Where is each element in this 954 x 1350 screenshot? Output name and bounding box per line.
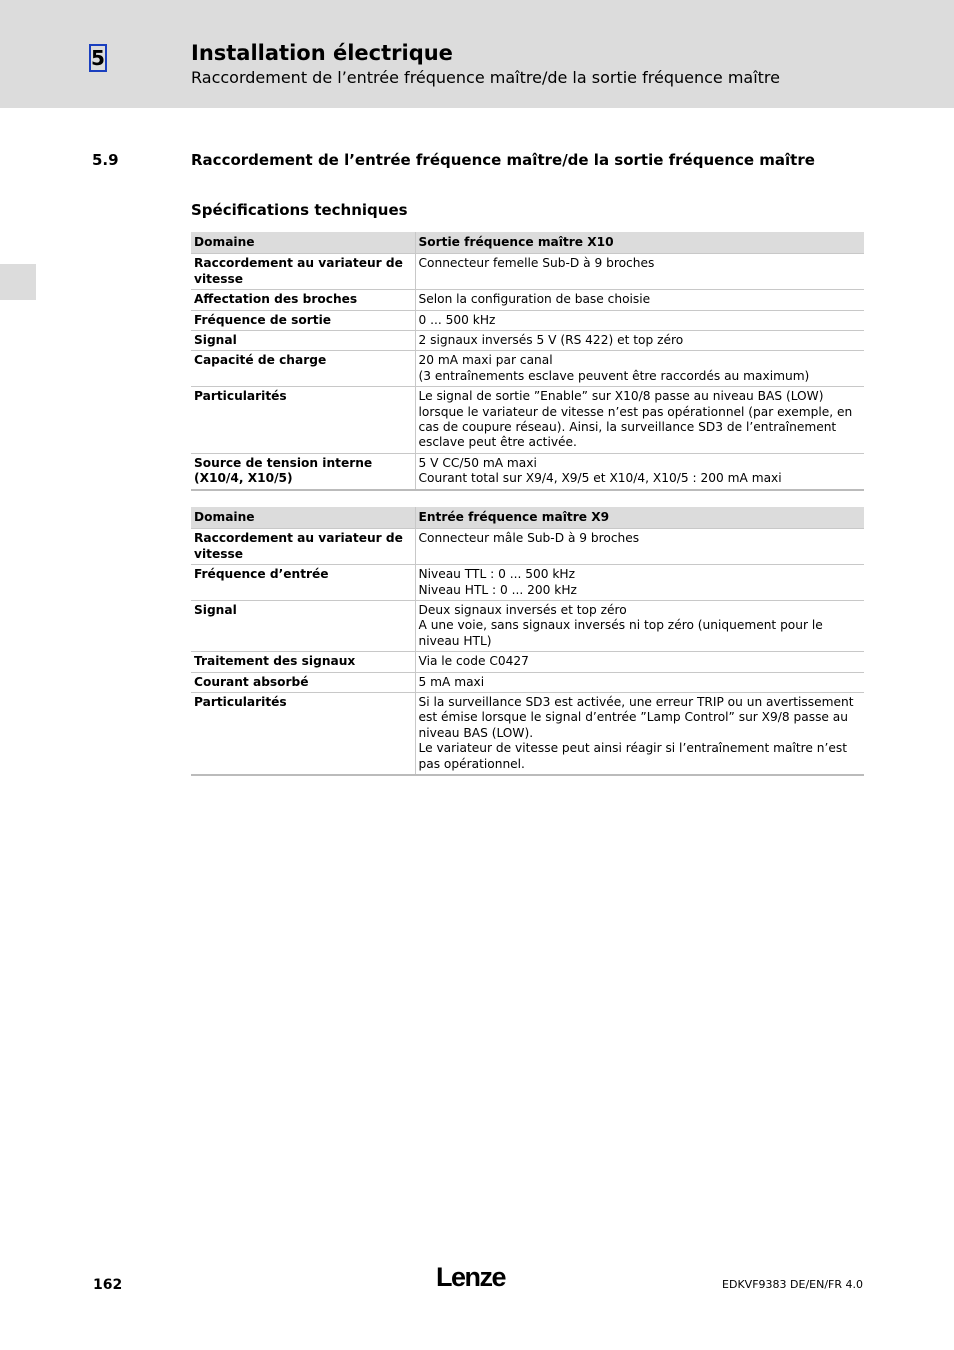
row-label: Signal [191, 601, 415, 652]
row-value: Via le code C0427 [415, 652, 864, 672]
table-row [191, 387, 864, 454]
side-tab-marker [0, 264, 36, 300]
table-header-row [191, 507, 864, 529]
row-label: Particularités [191, 693, 415, 776]
row-value: Connecteur femelle Sub-D à 9 broches [415, 254, 864, 290]
table-row [191, 601, 864, 652]
row-label: Signal [191, 331, 415, 351]
table-row [191, 453, 864, 489]
table-row [191, 565, 864, 601]
header-domain: Domaine [191, 507, 415, 529]
table-row [191, 672, 864, 692]
table-row [191, 290, 864, 310]
table-row [191, 351, 864, 387]
row-label: Affectation des broches [191, 290, 415, 310]
row-value: Le signal de sortie ”Enable” sur X10/8 passe au niveau BAS (LOW) lorsque le variateur de vitesse n’est pas opérationnel (par exemple, en cas de coupure réseau). Ainsi, la surveillance SD3 de l’entraînement esclave peut être activée. [415, 387, 864, 454]
row-label: Capacité de charge [191, 351, 415, 387]
row-value: 20 mA maxi par canal (3 entraînements esclave peuvent être raccordés au maximum) [415, 351, 864, 387]
row-label: Source de tension interne (X10/4, X10/5) [191, 453, 415, 489]
chapter-number: 5 [89, 44, 107, 72]
table-row [191, 254, 864, 290]
row-label: Traitement des signaux [191, 652, 415, 672]
row-value: Si la surveillance SD3 est activée, une erreur TRIP ou un avertissement est émise lorsque le signal d’entrée ”Lamp Control” sur X9/8 passe au niveau BAS (LOW). Le variateur de vitesse peut ainsi réagir si l’entraînement maître n’est pas opérationnel. [415, 693, 864, 776]
table-row [191, 652, 864, 672]
row-label: Fréquence de sortie [191, 310, 415, 330]
document-id: EDKVF9383 DE/EN/FR 4.0 [722, 1278, 863, 1291]
row-label: Fréquence d’entrée [191, 565, 415, 601]
row-value: 5 V CC/50 mA maxi Courant total sur X9/4, X9/5 et X10/4, X10/5 : 200 mA maxi [415, 453, 864, 489]
row-value: Connecteur mâle Sub-D à 9 broches [415, 529, 864, 565]
table-row [191, 693, 864, 776]
row-label: Raccordement au variateur de vitesse [191, 254, 415, 290]
table-header-row [191, 232, 864, 254]
row-value: 0 ... 500 kHz [415, 310, 864, 330]
spec-table-x10 [191, 232, 864, 491]
spec-table-x9 [191, 507, 864, 776]
row-label: Raccordement au variateur de vitesse [191, 529, 415, 565]
header-domain: Domaine [191, 232, 415, 254]
section-title: Raccordement de l’entrée fréquence maître/de la sortie fréquence maître [191, 151, 815, 169]
header-x9: Entrée fréquence maître X9 [415, 507, 864, 529]
header-x10: Sortie fréquence maître X10 [415, 232, 864, 254]
chapter-subtitle: Raccordement de l’entrée fréquence maître/de la sortie fréquence maître [191, 68, 780, 87]
row-label: Particularités [191, 387, 415, 454]
header-band [0, 0, 954, 108]
row-value: Niveau TTL : 0 ... 500 kHz Niveau HTL : 0 ... 200 kHz [415, 565, 864, 601]
chapter-title: Installation électrique [191, 41, 453, 65]
table-row [191, 529, 864, 565]
row-value: Selon la configuration de base choisie [415, 290, 864, 310]
row-value: 2 signaux inversés 5 V (RS 422) et top zéro [415, 331, 864, 351]
subsection-title: Spécifications techniques [191, 201, 408, 219]
table-row [191, 331, 864, 351]
row-value: 5 mA maxi [415, 672, 864, 692]
section-number: 5.9 [92, 151, 119, 169]
table-row [191, 310, 864, 330]
row-value: Deux signaux inversés et top zéro A une voie, sans signaux inversés ni top zéro (uniquement pour le niveau HTL) [415, 601, 864, 652]
page-number: 162 [93, 1277, 123, 1293]
lenze-logo: Lenze [436, 1262, 506, 1292]
row-label: Courant absorbé [191, 672, 415, 692]
